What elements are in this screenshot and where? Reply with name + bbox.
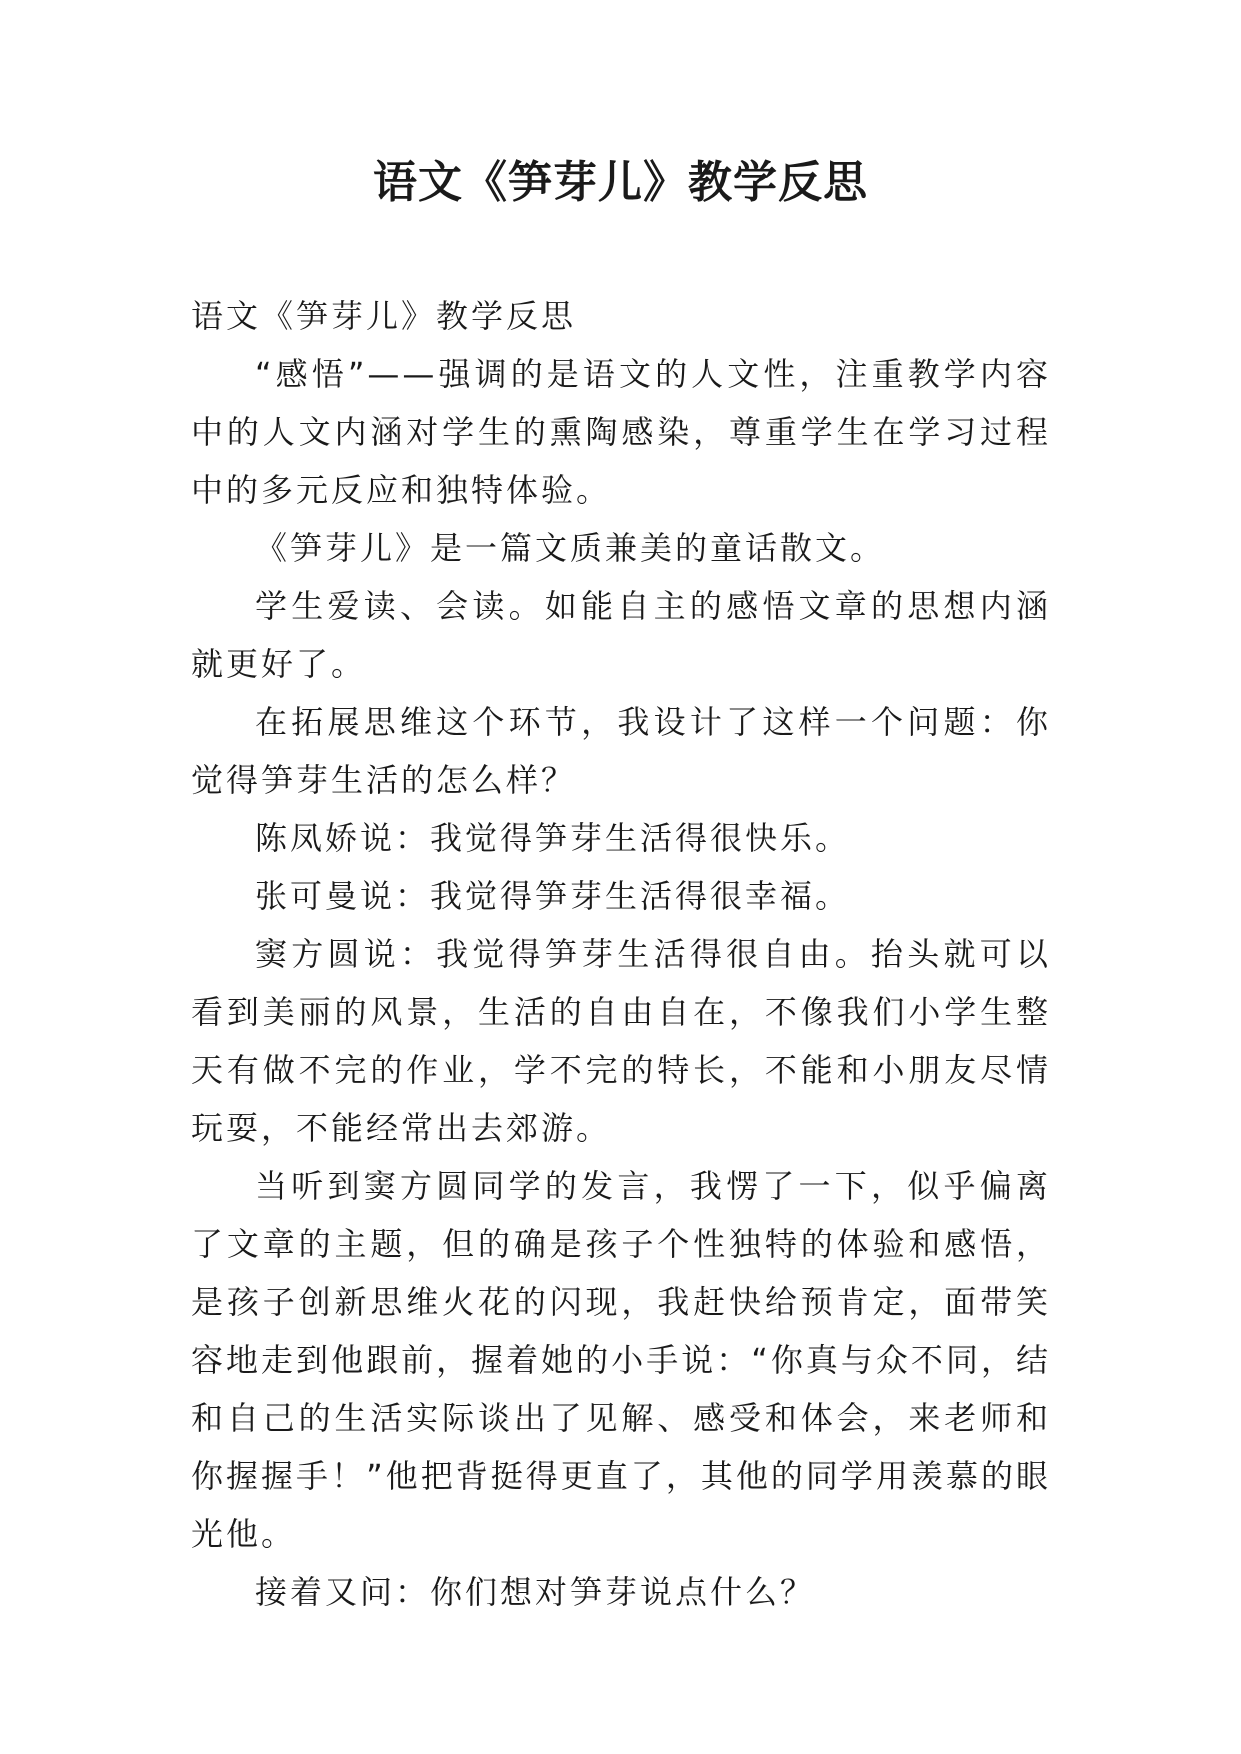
- paragraph: 当听到窦方圆同学的发言，我愣了一下，似乎偏离了文章的主题，但的确是孩子个性独特的体验和感悟，是孩子创新思维火花的闪现，我赶快给预肯定，面带笑容地走到他跟前，握着她的小手说：“你真与众不同，结和自己的生活实际谈出了见解、感受和体会，来老师和你握握手！”他把背挺得更直了，其他的同学用羡慕的眼光他。: [191, 1167, 1051, 1553]
- paragraph: 接着又问：你们想对笋芽说点什么？: [255, 1573, 816, 1611]
- paragraph: “感悟”——强调的是语文的人文性，注重教学内容中的人文内涵对学生的熏陶感染，尊重学生在学习过程中的多元反应和独特体验。: [191, 355, 1051, 509]
- paragraph: 在拓展思维这个环节，我设计了这样一个问题：你觉得笋芽生活的怎么样？: [191, 703, 1051, 799]
- paragraph: 窦方圆说：我觉得笋芽生活得很自由。抬头就可以看到美丽的风景，生活的自由自在，不像我们小学生整天有做不完的作业，学不完的特长，不能和小朋友尽情玩耍，不能经常出去郊游。: [191, 935, 1051, 1147]
- document-body: [191, 287, 1051, 1621]
- paragraph: 陈凤娇说：我觉得笋芽生活得很快乐。: [255, 819, 851, 857]
- body-heading: 语文《笋芽儿》教学反思: [191, 297, 577, 335]
- paragraph: 学生爱读、会读。如能自主的感悟文章的思想内涵就更好了。: [191, 587, 1051, 683]
- document-title: 语文《笋芽儿》教学反思: [373, 157, 868, 208]
- paragraph: 张可曼说：我觉得笋芽生活得很幸福。: [255, 877, 851, 915]
- paragraph: 《笋芽儿》是一篇文质兼美的童话散文。: [255, 529, 886, 567]
